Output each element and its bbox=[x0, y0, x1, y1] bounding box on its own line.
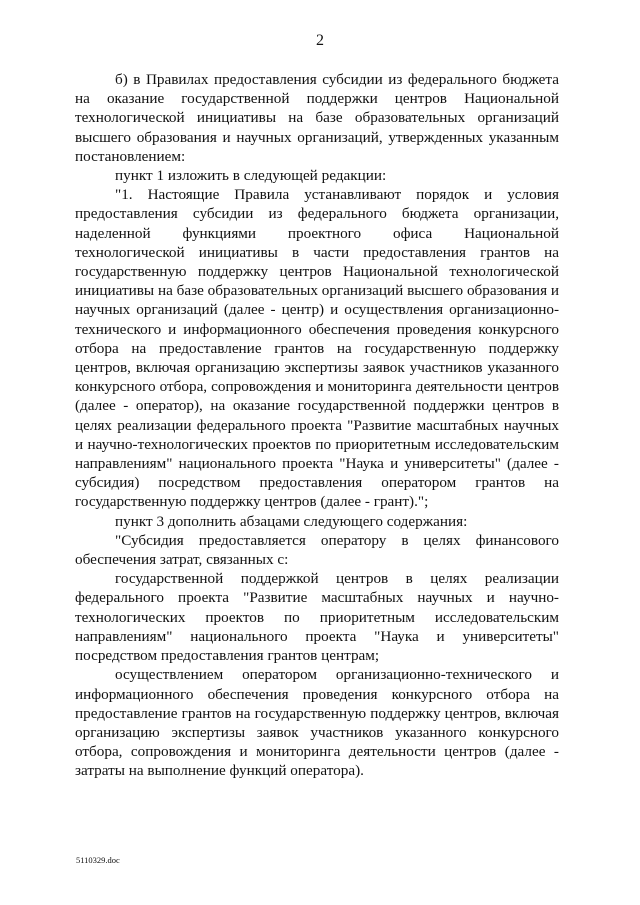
document-body bbox=[75, 70, 559, 781]
footer-document-code: 5110329.doc bbox=[76, 855, 120, 865]
paragraph-point-1-text: "1. Настоящие Правила устанавливают порядок и условия предоставления субсидии из федерального бюджета организации, наделенной функциями проектного офиса Национальной технологической инициативы в части предоставления грантов на государственную поддержку центров Национальной технологической инициативы на базе образовательных организаций высшего образования и научных организаций (далее - центр) и осуществления организационно-технического и информационного обеспечения проведения конкурсного отбора на предоставление грантов на государственную поддержку центров, включая организацию экспертизы заявок участников указанного конкурсного отбора, сопровождения и мониторинга деятельности центров (далее - оператор), на оказание государственной поддержки центров в целях реализации федерального проекта "Развитие масштабных научных и научно-технологических проектов по приоритетным исследовательским направлениям" национального проекта "Наука и университеты" (далее - субсидия) посредством предоставления оператором грантов на государственную поддержку центров (далее - грант)."; bbox=[75, 186, 559, 511]
page-number: 2 bbox=[316, 32, 324, 49]
paragraph-subsidy-rules-intro: б) в Правилах предоставления субсидии из федерального бюджета на оказание государственной поддержки центров Национальной технологической инициативы на базе образовательных организаций высшего образования и научных организаций, утвержденных указанным постановлением: bbox=[75, 71, 559, 165]
paragraph-point-1-instruction: пункт 1 изложить в следующей редакции: bbox=[115, 167, 387, 185]
paragraph-subsidy-purpose: "Субсидия предоставляется оператору в целях финансового обеспечения затрат, связанных с: bbox=[75, 531, 559, 569]
paragraph-operator-support: осуществлением оператором организационно-технического и информационного обеспечения проведения конкурсного отбора на предоставление грантов на государственную поддержку центров, включая организацию экспертизы заявок участников указанного конкурсного отбора, сопровождения и мониторинга деятельности центров (далее - затраты на выполнение функций оператора). bbox=[75, 666, 559, 780]
paragraph-state-support: государственной поддержкой центров в целях реализации федерального проекта "Развитие масштабных научных и научно-технологических проектов по приоритетным исследовательским направлениям" национального проекта "Наука и университеты" посредством предоставления грантов центрам; bbox=[75, 570, 559, 665]
paragraph-point-3-instruction: пункт 3 дополнить абзацами следующего содержания: bbox=[115, 512, 468, 530]
